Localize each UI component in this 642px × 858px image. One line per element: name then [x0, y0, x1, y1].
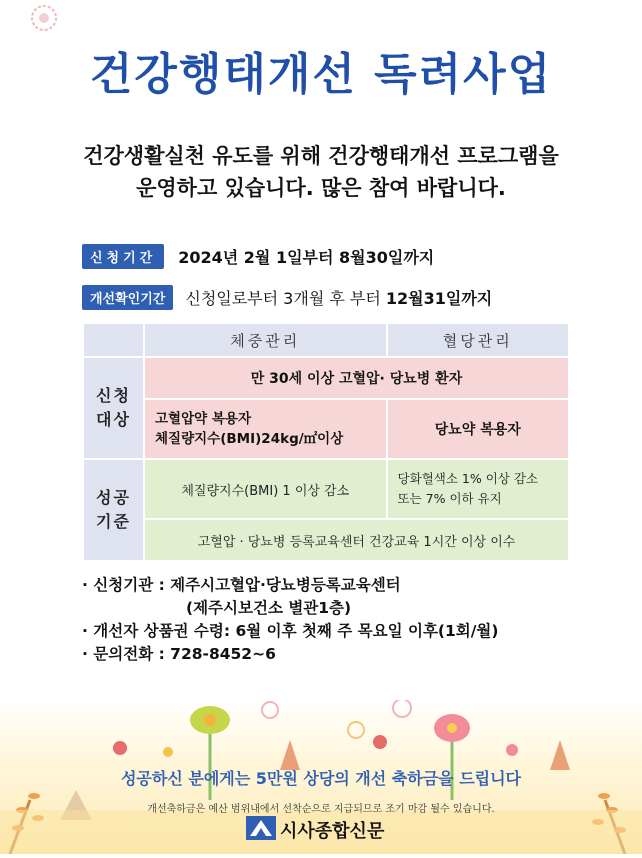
- success-weight: 체질량지수(BMI) 1 이상 감소: [144, 459, 387, 519]
- col-sugar-header: 혈당관리: [387, 323, 569, 357]
- logo-text: 시사종합신문: [280, 821, 385, 842]
- target-weight-line-2: 체질량지수(BMI)24kg/㎡이상: [155, 431, 344, 447]
- reward-note: 개선축하금은 예산 범위내에서 선착순으로 지급되므로 조기 마감 될수 있습니다.: [147, 804, 495, 815]
- apply-period-row: [82, 244, 434, 269]
- check-period-row: [82, 285, 492, 310]
- info-org: · 신청기관 : 제주시고혈압·당뇨병등록교육센터: [82, 576, 401, 594]
- target-weight: [144, 399, 387, 459]
- success-sugar: [387, 459, 569, 519]
- criteria-table: [82, 322, 570, 562]
- success-common: 고혈압 · 당뇨병 등록교육센터 건강교육 1시간 이상 이수: [144, 519, 569, 561]
- flower-icon: [30, 4, 58, 36]
- intro-line-1: 건강생활실천 유도를 위해 건강행태개선 프로그램을: [83, 144, 559, 168]
- success-sugar-line-2: 또는 7% 이하 유지: [397, 491, 502, 506]
- apply-period-text: 2024년 2월 1일부터 8월30일까지: [178, 248, 435, 267]
- intro-text: [20, 140, 622, 204]
- publisher-logo: [246, 816, 384, 844]
- info-phone: · 문의전화 : 728-8452~6: [82, 645, 276, 663]
- row-success-line-2: 기준: [96, 512, 131, 531]
- row-target-line-2: 대상: [96, 410, 131, 429]
- page-title: 건강행태개선 독려사업: [89, 49, 553, 100]
- intro-line-2: 운영하고 있습니다. 많은 참여 바랍니다.: [136, 176, 506, 200]
- newspaper-logo-icon: [246, 816, 276, 844]
- target-common: 만 30세 이상 고혈압· 당뇨병 환자: [144, 357, 569, 399]
- target-weight-line-1: 고혈압약 복용자: [155, 411, 252, 427]
- info-gift: · 개선자 상품권 수령: 6월 이후 첫째 주 목요일 이후(1회/월): [82, 622, 499, 640]
- table-corner: [83, 323, 144, 357]
- check-period-bold: 12월31일까지: [385, 289, 493, 308]
- row-target-label: [83, 357, 144, 459]
- col-weight-header: 체중관리: [144, 323, 387, 357]
- row-success-line-1: 성공: [96, 488, 131, 507]
- row-success-label: [83, 459, 144, 561]
- reward-banner: 성공하신 분에게는 5만원 상당의 개선 축하금을 드립니다: [120, 769, 522, 788]
- info-block: [82, 574, 499, 666]
- info-org-sub: (제주시보건소 별관1층): [186, 599, 352, 617]
- target-sugar: 당뇨약 복용자: [387, 399, 569, 459]
- apply-period-tag: 신청기간: [82, 244, 164, 269]
- check-period-text: [185, 286, 492, 309]
- check-period-tag: 개선확인기간: [82, 285, 173, 310]
- success-sugar-line-1: 당화혈색소 1% 이상 감소: [397, 471, 538, 486]
- check-period-plain: 신청일로부터 3개월 후 부터: [185, 289, 386, 308]
- row-target-line-1: 신청: [96, 386, 131, 405]
